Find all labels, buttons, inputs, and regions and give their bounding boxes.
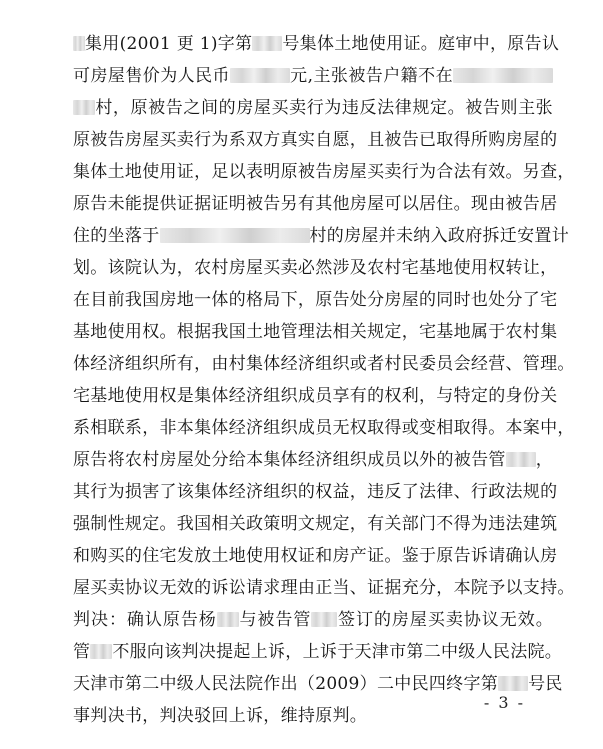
text-segment: 体经济组织所有，由村集体经济组织或者村民委员会经营、管理。	[73, 354, 575, 374]
page-number: - 3 -	[483, 693, 525, 712]
text-segment: 集体土地使用证，足以表明原被告房屋买卖行为合法有效。另查，	[73, 162, 575, 182]
text-segment: 签订的房屋买卖协议无效。	[337, 610, 553, 630]
text-segment: 原告未能提供证据证明被告另有其他房屋可以居住。现由被告居	[73, 194, 558, 214]
text-segment: 判决：确认原告杨	[73, 610, 217, 630]
text-line	[73, 480, 558, 512]
text-segment: 基地使用权。根据我国土地管理法相关规定，宅基地属于农村集	[73, 322, 558, 342]
text-segment: 集用(2001 更 1)字第	[85, 34, 253, 54]
text-line	[73, 128, 558, 160]
text-segment: 可房屋售价为人民币	[73, 66, 231, 86]
text-line	[73, 32, 560, 64]
text-segment: 村的房屋并未纳入政府拆迁安置计	[309, 226, 569, 246]
redacted-text	[506, 452, 536, 467]
text-segment: 管	[73, 642, 91, 662]
redacted-text	[160, 228, 310, 243]
text-segment: 住的坐落于	[73, 226, 160, 246]
text-segment: 号集体土地使用证。庭审中，原告认	[282, 34, 560, 54]
redacted-text	[73, 36, 85, 51]
text-line	[73, 672, 563, 704]
text-line	[73, 192, 558, 224]
redacted-text	[217, 612, 239, 627]
text-segment: 天津市第二中级人民法院作出（2009）二中民四终字第	[73, 674, 499, 694]
text-line	[73, 160, 575, 192]
text-segment: 划。该院认为，农村房屋买卖必然涉及农村宅基地使用权转让，	[73, 258, 558, 278]
text-segment: 和购买的住宅发放土地使用权证和房产证。鉴于原告诉请确认房	[73, 546, 558, 566]
text-line	[73, 384, 558, 416]
text-segment: 号民	[528, 674, 563, 694]
text-segment: 不服向该判决提起上诉，上诉于天津市第二中级人民法院。	[112, 642, 563, 662]
text-line	[73, 96, 553, 128]
text-line	[73, 352, 575, 384]
text-line	[73, 288, 558, 320]
redacted-text	[498, 676, 528, 691]
text-line	[73, 224, 569, 256]
text-segment: 宅基地使用权是集体经济组织成员享有的权利，与特定的身份关	[73, 386, 558, 406]
text-line	[73, 608, 553, 640]
text-line	[73, 576, 575, 608]
text-line	[73, 416, 575, 448]
text-line	[73, 448, 553, 480]
text-line	[73, 704, 553, 736]
text-line	[73, 64, 553, 96]
text-segment: 村，原被告之间的房屋买卖行为违反法律规定。被告则主张	[95, 98, 553, 118]
text-segment: 元,主张被告户籍不在	[290, 66, 454, 86]
text-segment: 与被告管	[238, 610, 312, 630]
text-segment: 其行为损害了该集体经济组织的权益，违反了法律、行政法规的	[73, 482, 558, 502]
text-line	[73, 320, 558, 352]
text-line	[73, 512, 558, 544]
redacted-text	[252, 36, 282, 51]
text-segment: 原告将农村房屋处分给本集体经济组织成员以外的被告管	[73, 450, 506, 470]
redacted-text	[311, 612, 337, 627]
redacted-text	[453, 68, 553, 83]
text-segment: 屋买卖协议无效的诉讼请求理由正当、证据充分，本院予以支持。	[73, 578, 575, 598]
text-segment: ，	[535, 450, 553, 470]
redacted-text	[73, 100, 95, 115]
redacted-text	[90, 644, 112, 659]
text-segment: 原被告房屋买卖行为系双方真实自愿，且被告已取得所购房屋的	[73, 130, 558, 150]
body-text	[73, 32, 575, 736]
text-segment: 强制性规定。我国相关政策明文规定，有关部门不得为违法建筑	[73, 514, 558, 534]
text-line	[73, 640, 563, 672]
redacted-text	[230, 68, 290, 83]
text-segment: 系相联系，非本集体经济组织成员无权取得或变相取得。本案中，	[73, 418, 575, 438]
text-segment: 事判决书，判决驳回上诉，维持原判。	[73, 706, 368, 726]
text-line	[73, 256, 558, 288]
text-line	[73, 544, 558, 576]
text-segment: 在目前我国房地一体的格局下，原告处分房屋的同时也处分了宅	[73, 290, 558, 310]
